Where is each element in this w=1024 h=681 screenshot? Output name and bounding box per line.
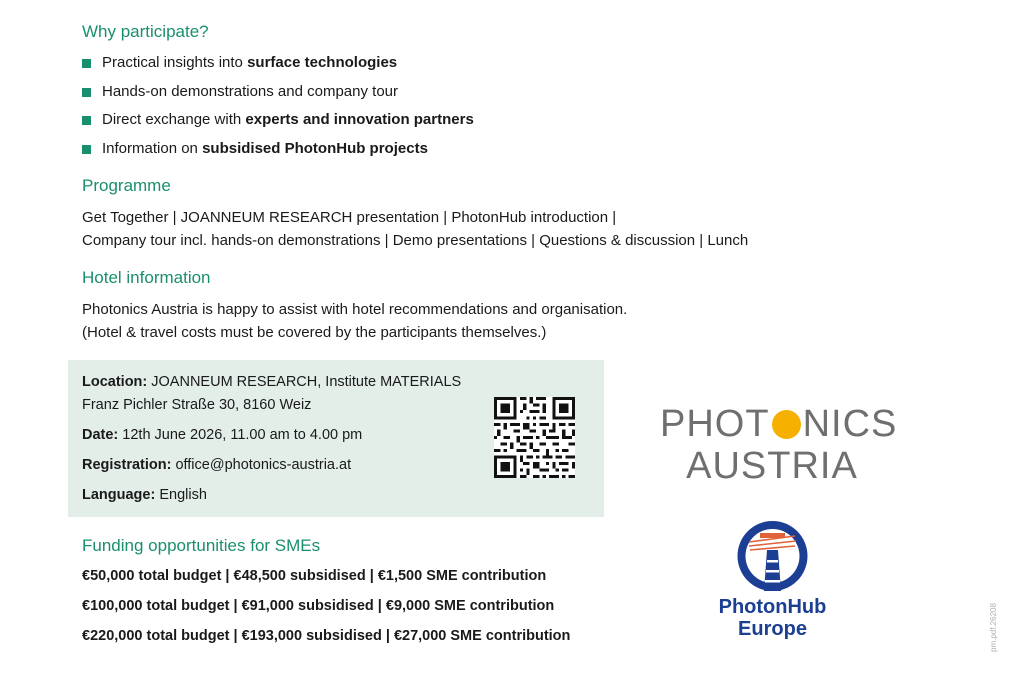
list-item: Information on subsidised PhotonHub projects xyxy=(82,139,474,168)
document-code: pm.pdf.26208 xyxy=(989,603,998,652)
registration-line: Registration: office@photonics-austria.at xyxy=(82,457,352,473)
location-line: Location: JOANNEUM RESEARCH, Institute MATERIALS xyxy=(82,374,462,390)
sun-dot-icon xyxy=(772,410,801,439)
funding-list xyxy=(82,566,570,656)
photonics-austria-logo: PHOT NICS AUSTRIA xyxy=(660,403,898,487)
programme-text xyxy=(82,206,748,252)
list-item: Hands-on demonstrations and company tour xyxy=(82,82,474,111)
funding-row: €100,000 total budget | €91,000 subsidised | €9,000 SME contribution xyxy=(82,598,555,614)
hotel-heading: Hotel information xyxy=(82,268,211,287)
registration-email-link[interactable]: office@photonics-austria.at xyxy=(171,457,352,473)
programme-line-1: Get Together | JOANNEUM RESEARCH presentation | PhotonHub introduction | xyxy=(82,209,617,226)
qr-code-icon[interactable] xyxy=(494,397,575,478)
funding-row: €50,000 total budget | €48,500 subsidised | €1,500 SME contribution xyxy=(82,568,547,584)
date-line: Date: 12th June 2026, 11.00 am to 4.00 pm xyxy=(82,427,363,443)
funding-heading: Funding opportunities for SMEs xyxy=(82,536,321,555)
funding-row: €220,000 total budget | €193,000 subsidised | €27,000 SME contribution xyxy=(82,628,571,644)
why-participate-list xyxy=(82,53,474,167)
bullet-icon xyxy=(82,145,91,154)
why-participate-heading: Why participate? xyxy=(82,22,209,41)
hotel-text xyxy=(82,298,627,344)
programme-heading: Programme xyxy=(82,176,171,195)
bullet-icon xyxy=(82,59,91,68)
hotel-line-2: (Hotel & travel costs must be covered by the participants themselves.) xyxy=(82,324,547,341)
language-line: Language: English xyxy=(82,487,207,503)
lighthouse-icon xyxy=(705,520,840,600)
event-info-box xyxy=(68,360,604,517)
hotel-line-1: Photonics Austria is happy to assist with hotel recommendations and organisation. xyxy=(82,301,628,318)
bullet-icon xyxy=(82,116,91,125)
list-item: Practical insights into surface technologies xyxy=(82,53,474,82)
bullet-icon xyxy=(82,88,91,97)
programme-line-2: Company tour incl. hands-on demonstrations | Demo presentations | Questions & discussion | Lunch xyxy=(82,232,749,249)
list-item: Direct exchange with experts and innovation partners xyxy=(82,110,474,139)
address-line: Franz Pichler Straße 30, 8160 Weiz xyxy=(82,397,312,413)
